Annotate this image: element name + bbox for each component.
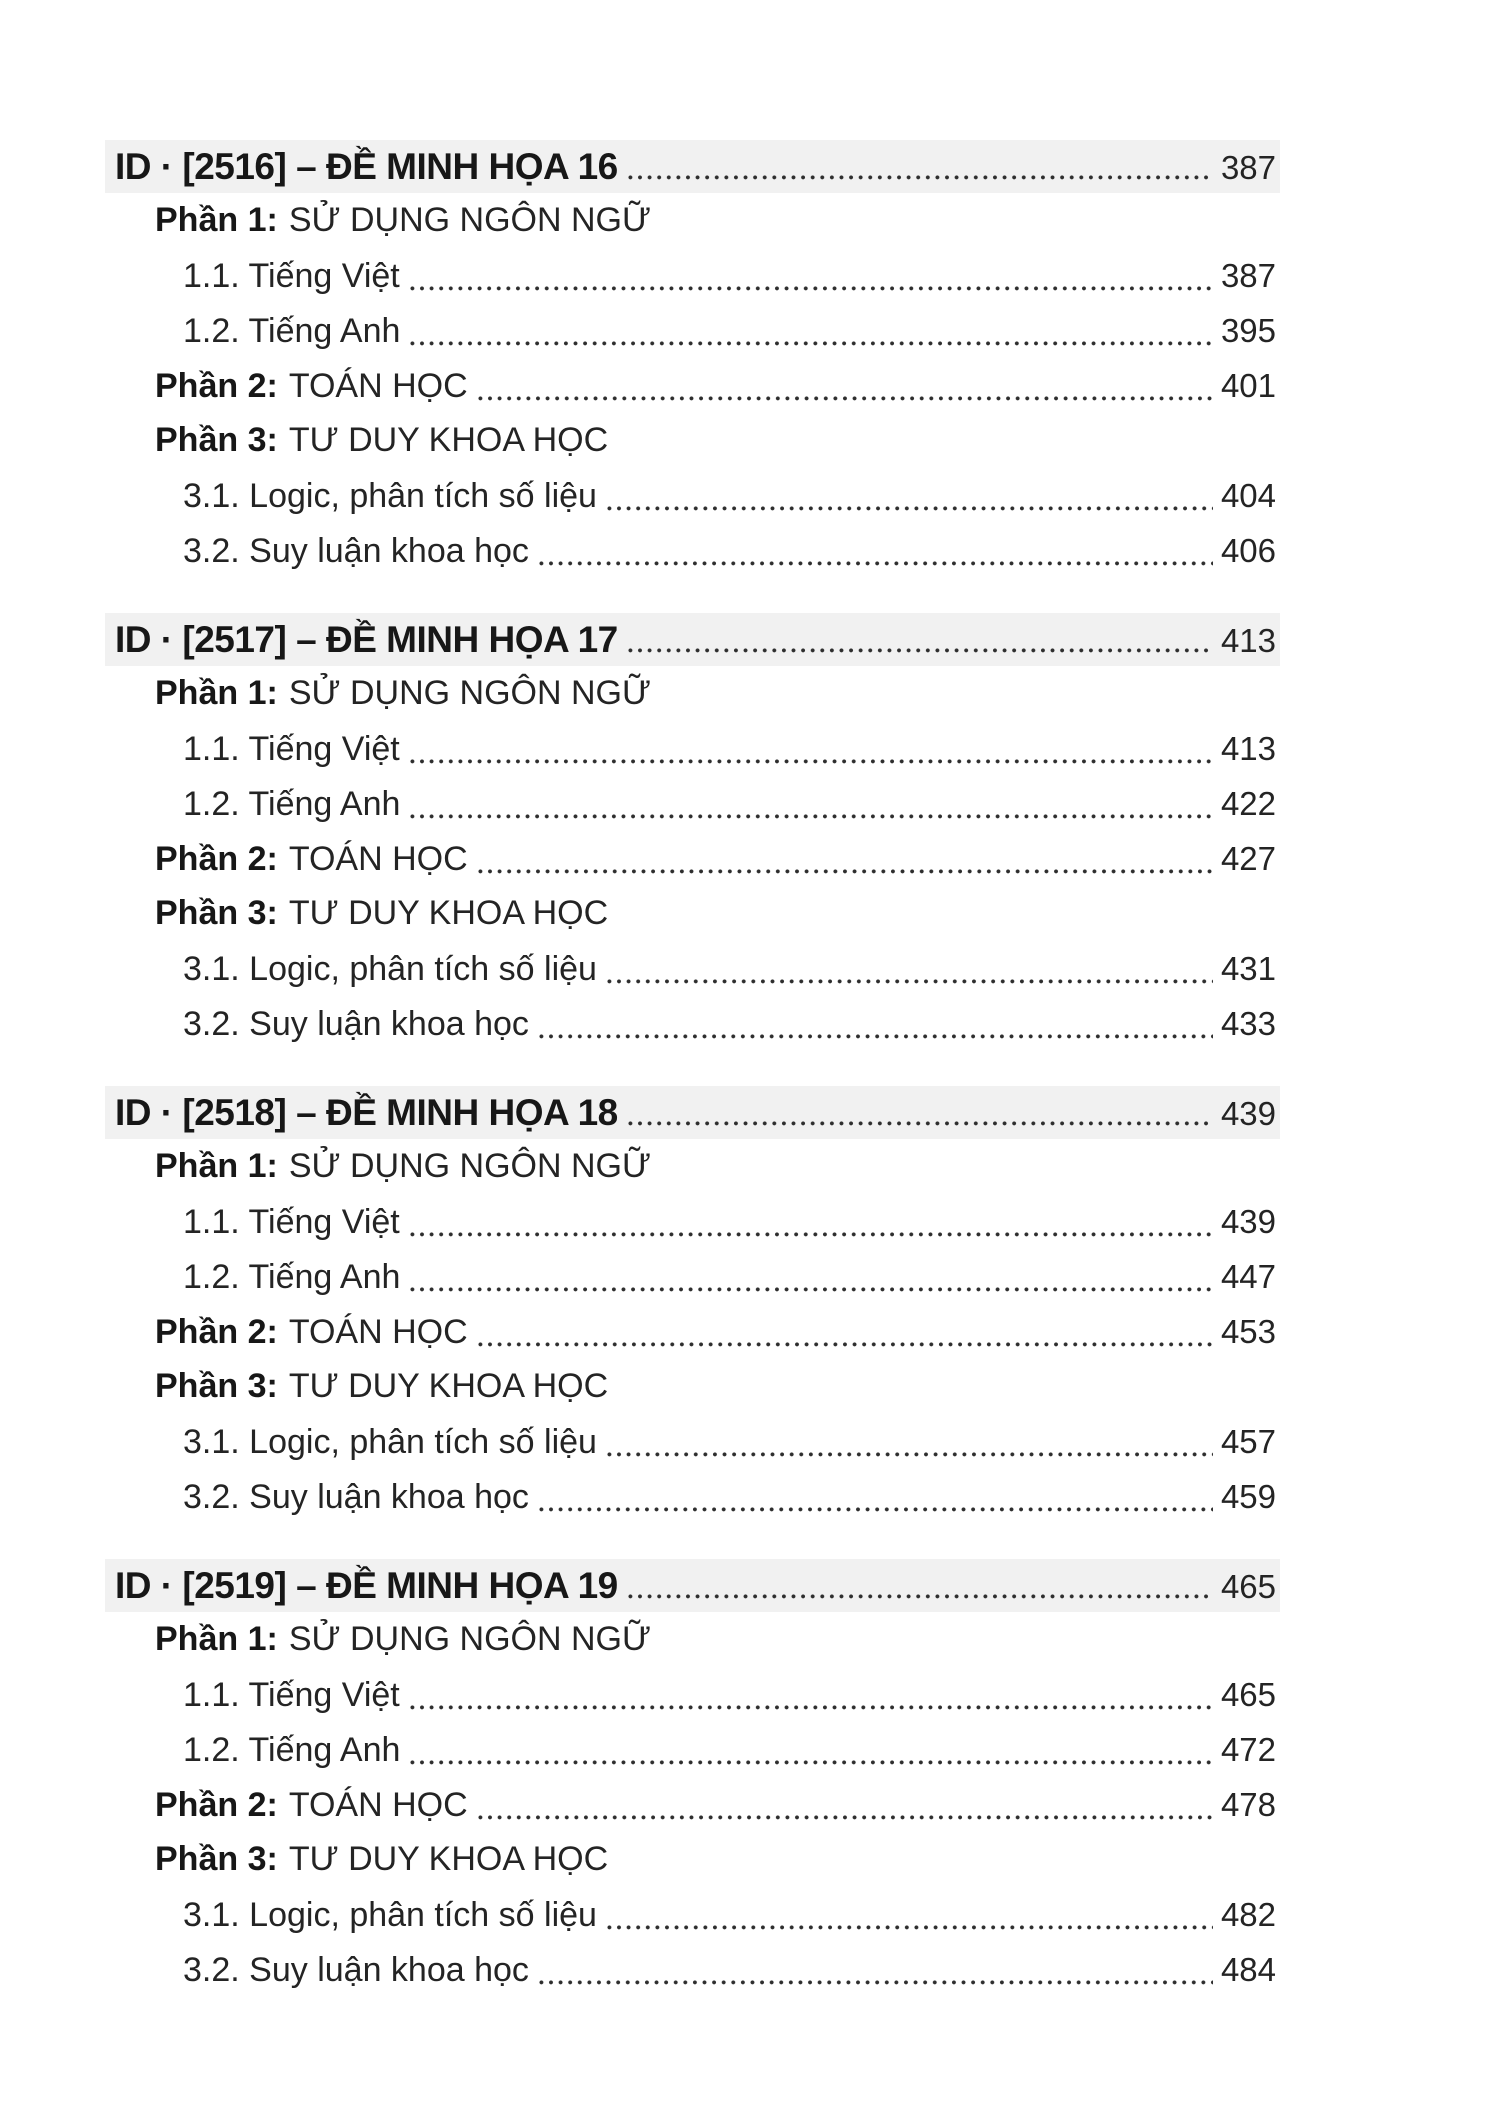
dot-leader bbox=[478, 1342, 1213, 1347]
part-label: Phần 2: bbox=[155, 1313, 278, 1351]
page-number: 465 bbox=[1220, 1568, 1276, 1605]
dot-leader bbox=[478, 396, 1213, 401]
row-title: 1.1. Tiếng Việt bbox=[183, 730, 400, 768]
row-title: SỬ DỤNG NGÔN NGỮ bbox=[288, 201, 652, 239]
row-title: TOÁN HỌC bbox=[288, 1313, 468, 1351]
dot-leader bbox=[607, 506, 1213, 511]
dot-leader bbox=[410, 1232, 1213, 1237]
row-title: 1.2. Tiếng Anh bbox=[183, 785, 401, 823]
toc-row-3-2-suy-luan[interactable] bbox=[105, 1942, 1280, 1997]
dot-leader bbox=[410, 341, 1213, 346]
toc-row-phan-3 bbox=[105, 1832, 1280, 1887]
page-number: 404 bbox=[1220, 477, 1276, 514]
row-title: 1.1. Tiếng Việt bbox=[183, 1676, 400, 1714]
toc-entry-de-minh-hoa-16[interactable] bbox=[105, 140, 1280, 193]
toc-block-2519 bbox=[105, 1559, 1280, 1997]
page-number: 433 bbox=[1220, 1005, 1276, 1042]
row-title: 3.2. Suy luận khoa học bbox=[183, 1951, 529, 1989]
toc-row-1-2-tieng-anh[interactable] bbox=[105, 776, 1280, 831]
toc-row-3-2-suy-luan[interactable] bbox=[105, 996, 1280, 1051]
dot-leader bbox=[628, 175, 1213, 180]
row-title: 1.2. Tiếng Anh bbox=[183, 312, 401, 350]
row-title: TOÁN HỌC bbox=[288, 367, 468, 405]
part-label: Phần 1: bbox=[155, 1147, 278, 1185]
row-title: 3.1. Logic, phân tích số liệu bbox=[183, 950, 597, 988]
row-title: 3.2. Suy luận khoa học bbox=[183, 532, 529, 570]
toc-row-1-2-tieng-anh[interactable] bbox=[105, 1249, 1280, 1304]
toc-row-1-1-tieng-viet[interactable] bbox=[105, 721, 1280, 776]
page-number: 406 bbox=[1220, 532, 1276, 569]
page-number: 484 bbox=[1220, 1951, 1276, 1988]
page-number: 459 bbox=[1220, 1478, 1276, 1515]
dot-leader bbox=[539, 561, 1213, 566]
page-number: 439 bbox=[1220, 1095, 1276, 1132]
toc-entry-de-minh-hoa-17[interactable] bbox=[105, 613, 1280, 666]
page-number: 465 bbox=[1220, 1676, 1276, 1713]
dot-leader bbox=[410, 286, 1213, 291]
toc-row-1-1-tieng-viet[interactable] bbox=[105, 1194, 1280, 1249]
toc-row-phan-2[interactable] bbox=[105, 358, 1280, 413]
part-label: Phần 1: bbox=[155, 1620, 278, 1658]
part-label: Phần 2: bbox=[155, 1786, 278, 1824]
toc-row-3-1-logic[interactable] bbox=[105, 1887, 1280, 1942]
page-number: 401 bbox=[1220, 367, 1276, 404]
row-title: TƯ DUY KHOA HỌC bbox=[288, 1367, 609, 1405]
toc-row-1-1-tieng-viet[interactable] bbox=[105, 248, 1280, 303]
toc-row-phan-1 bbox=[105, 1612, 1280, 1667]
dot-leader bbox=[410, 814, 1213, 819]
dot-leader bbox=[410, 759, 1213, 764]
part-label: Phần 1: bbox=[155, 674, 278, 712]
row-title: 1.1. Tiếng Việt bbox=[183, 257, 400, 295]
page-number: 395 bbox=[1220, 312, 1276, 349]
part-label: Phần 3: bbox=[155, 1367, 278, 1405]
page-number: 422 bbox=[1220, 785, 1276, 822]
row-title: 3.2. Suy luận khoa học bbox=[183, 1005, 529, 1043]
row-title: 3.1. Logic, phân tích số liệu bbox=[183, 1896, 597, 1934]
page-number: 387 bbox=[1220, 257, 1276, 294]
toc-row-phan-2[interactable] bbox=[105, 831, 1280, 886]
dot-leader bbox=[539, 1507, 1213, 1512]
part-label: Phần 3: bbox=[155, 1840, 278, 1878]
page-number: 413 bbox=[1220, 622, 1276, 659]
dot-leader bbox=[607, 1452, 1213, 1457]
toc-row-1-1-tieng-viet[interactable] bbox=[105, 1667, 1280, 1722]
row-title: 1.1. Tiếng Việt bbox=[183, 1203, 400, 1241]
part-label: Phần 2: bbox=[155, 367, 278, 405]
row-title: 1.2. Tiếng Anh bbox=[183, 1258, 401, 1296]
toc-row-3-1-logic[interactable] bbox=[105, 941, 1280, 996]
page-number: 472 bbox=[1220, 1731, 1276, 1768]
toc-block-2517 bbox=[105, 613, 1280, 1051]
part-label: Phần 3: bbox=[155, 894, 278, 932]
page-number: 413 bbox=[1220, 730, 1276, 767]
toc-row-3-1-logic[interactable] bbox=[105, 468, 1280, 523]
dot-leader bbox=[478, 869, 1213, 874]
row-title: SỬ DỤNG NGÔN NGỮ bbox=[288, 1620, 652, 1658]
table-of-contents bbox=[105, 140, 1280, 1997]
dot-leader bbox=[628, 1121, 1213, 1126]
page-number: 478 bbox=[1220, 1786, 1276, 1823]
dot-leader bbox=[628, 1594, 1213, 1599]
exam-title: ID · [2519] – ĐỀ MINH HỌA 19 bbox=[115, 1565, 618, 1606]
toc-entry-de-minh-hoa-18[interactable] bbox=[105, 1086, 1280, 1139]
row-title: 3.1. Logic, phân tích số liệu bbox=[183, 477, 597, 515]
exam-title: ID · [2516] – ĐỀ MINH HỌA 16 bbox=[115, 146, 618, 187]
row-title: SỬ DỤNG NGÔN NGỮ bbox=[288, 674, 652, 712]
part-label: Phần 2: bbox=[155, 840, 278, 878]
page-number: 482 bbox=[1220, 1896, 1276, 1933]
toc-row-3-1-logic[interactable] bbox=[105, 1414, 1280, 1469]
toc-row-phan-3 bbox=[105, 413, 1280, 468]
dot-leader bbox=[628, 648, 1213, 653]
toc-row-phan-1 bbox=[105, 193, 1280, 248]
page-number: 453 bbox=[1220, 1313, 1276, 1350]
dot-leader bbox=[478, 1815, 1213, 1820]
page-number: 387 bbox=[1220, 149, 1276, 186]
row-title: SỬ DỤNG NGÔN NGỮ bbox=[288, 1147, 652, 1185]
dot-leader bbox=[539, 1980, 1213, 1985]
page-number: 431 bbox=[1220, 950, 1276, 987]
toc-entry-de-minh-hoa-19[interactable] bbox=[105, 1559, 1280, 1612]
dot-leader bbox=[607, 1925, 1213, 1930]
row-title: 3.1. Logic, phân tích số liệu bbox=[183, 1423, 597, 1461]
row-title: TOÁN HỌC bbox=[288, 840, 468, 878]
part-label: Phần 3: bbox=[155, 421, 278, 459]
dot-leader bbox=[607, 979, 1213, 984]
dot-leader bbox=[410, 1705, 1213, 1710]
page-number: 439 bbox=[1220, 1203, 1276, 1240]
dot-leader bbox=[539, 1034, 1213, 1039]
dot-leader bbox=[410, 1760, 1213, 1765]
row-title: 3.2. Suy luận khoa học bbox=[183, 1478, 529, 1516]
toc-row-phan-1 bbox=[105, 666, 1280, 721]
toc-row-1-2-tieng-anh[interactable] bbox=[105, 303, 1280, 358]
row-title: TƯ DUY KHOA HỌC bbox=[288, 1840, 609, 1878]
toc-row-phan-2[interactable] bbox=[105, 1304, 1280, 1359]
toc-row-3-2-suy-luan[interactable] bbox=[105, 1469, 1280, 1524]
toc-block-2516 bbox=[105, 140, 1280, 578]
part-label: Phần 1: bbox=[155, 201, 278, 239]
row-title: TƯ DUY KHOA HỌC bbox=[288, 421, 609, 459]
row-title: 1.2. Tiếng Anh bbox=[183, 1731, 401, 1769]
row-title: TOÁN HỌC bbox=[288, 1786, 468, 1824]
exam-title: ID · [2518] – ĐỀ MINH HỌA 18 bbox=[115, 1092, 618, 1133]
exam-title: ID · [2517] – ĐỀ MINH HỌA 17 bbox=[115, 619, 618, 660]
toc-row-3-2-suy-luan[interactable] bbox=[105, 523, 1280, 578]
toc-row-phan-3 bbox=[105, 1359, 1280, 1414]
toc-block-2518 bbox=[105, 1086, 1280, 1524]
page-number: 427 bbox=[1220, 840, 1276, 877]
toc-row-phan-2[interactable] bbox=[105, 1777, 1280, 1832]
row-title: TƯ DUY KHOA HỌC bbox=[288, 894, 609, 932]
dot-leader bbox=[410, 1287, 1213, 1292]
toc-row-phan-1 bbox=[105, 1139, 1280, 1194]
page-number: 447 bbox=[1220, 1258, 1276, 1295]
toc-row-phan-3 bbox=[105, 886, 1280, 941]
page-number: 457 bbox=[1220, 1423, 1276, 1460]
toc-row-1-2-tieng-anh[interactable] bbox=[105, 1722, 1280, 1777]
